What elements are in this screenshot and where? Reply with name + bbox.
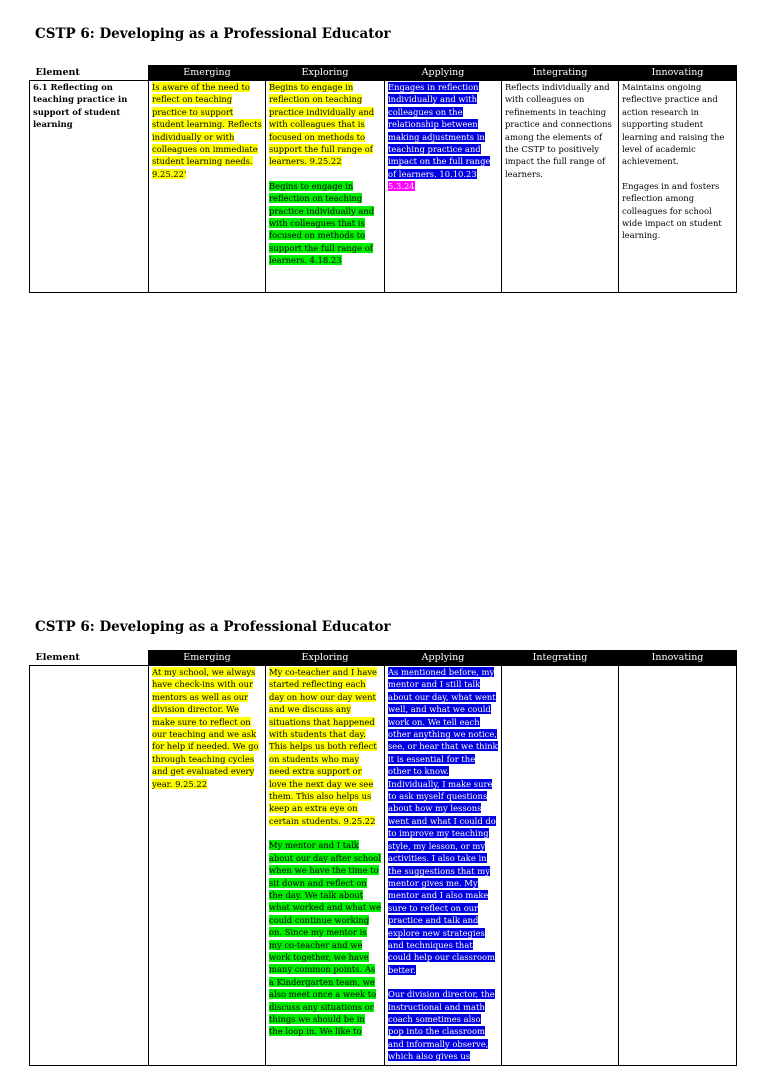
exploring-text-2: My mentor and I talk about our day after school when we have the time to sit down and reflect on the day. We talk about what worked and what we could continue working on. Since my mentor is my co-teacher and we work together, we have many common points. As a Kindergarten team, we also meet once a week to discuss any situations or things we should be in the loop in. We like to: [269, 840, 381, 1037]
innovating-header: Innovating: [619, 651, 737, 666]
exploring-header: Exploring: [266, 66, 385, 81]
element-cell: [30, 666, 149, 1066]
element-header: Element: [35, 66, 80, 78]
innovating-cell: [619, 81, 737, 293]
innovating-text-1: Maintains ongoing reflective practice and action research in supporting student learning and raising the level of academic achievement.: [622, 82, 725, 167]
applying-date: 5.3.24: [388, 181, 415, 192]
innovating-cell: [619, 666, 737, 1066]
innovating-header: Innovating: [619, 66, 737, 81]
emerging-cell: [149, 81, 266, 293]
emerging-cell: [149, 666, 266, 1066]
applying-cell: [385, 666, 502, 1066]
exploring-cell: [266, 81, 385, 293]
header-row: [30, 651, 737, 666]
page-title: CSTP 6: Developing as a Professional Educator: [35, 26, 391, 42]
rubric-table: [29, 650, 737, 1066]
table-row: [30, 666, 737, 1066]
emerging-header: Emerging: [149, 651, 266, 666]
integrating-cell: Reflects individually and with colleagues on refinements in teaching practice and connections among the elements of the CSTP to positively impact the full range of learners.: [502, 81, 619, 293]
applying-text: Engages in reflection individually and with colleagues on the relationship between making adjustments in teaching practice and impact on the full range of learners. 10.10.23: [388, 82, 491, 179]
header-row: [30, 66, 737, 81]
integrating-header: Integrating: [502, 66, 619, 81]
integrating-cell: [502, 666, 619, 1066]
applying-header: Applying: [385, 66, 502, 81]
emerging-text: Is aware of the need to reflect on teaching practice to support student learning. Reflects individually or with colleagues on immediate student learning needs. 9.25.22': [152, 82, 262, 179]
table-row: [30, 81, 737, 293]
element-header: Element: [35, 651, 80, 663]
applying-text-1: As mentioned before, my mentor and I still talk about our day, what went well, and what we could work on. We tell each other anything we notice, see, or hear that we think it is essential for the other to know. Individually, I make sure to ask myself questions about how my lessons went and what I could do to improve my teaching style, my lesson, or my activities. I also take in the suggestions that my mentor gives me. My mentor and I also make sure to reflect on our practice and talk and explore new strategies and techniques that could help our classroom better.: [388, 667, 498, 975]
emerging-header: Emerging: [149, 66, 266, 81]
exploring-text-2: Begins to engage in reflection on teaching practice individually and with colleagues that is focused on methods to support the full range of learners. 4.18.23: [269, 180, 375, 266]
integrating-header: Integrating: [502, 651, 619, 666]
exploring-text-1: Begins to engage in reflection on teaching practice individually and with colleagues that is focused on methods to support the full range of learners. 9.25.22: [269, 82, 375, 167]
applying-header: Applying: [385, 651, 502, 666]
page-title: CSTP 6: Developing as a Professional Educator: [35, 619, 391, 635]
exploring-text-1: My co-teacher and I have started reflecting each day on how our day went and we discuss any situations that happened with students that day. This helps us both reflect on students who may need extra support or love the next day we see them. This also helps us keep an extra eye on certain students. 9.25.22: [269, 667, 378, 826]
rubric-table: [29, 65, 737, 293]
exploring-header: Exploring: [266, 651, 385, 666]
applying-text-2: Our division director, the instructional and math coach sometimes also pop into the classroom and informally observe, which also gives us: [388, 989, 495, 1062]
innovating-text-2: Engages in and fosters reflection among colleagues for school wide impact on student learning.: [622, 180, 722, 241]
exploring-cell: [266, 666, 385, 1066]
applying-cell: [385, 81, 502, 293]
element-label: 6.1 Reflecting on teaching practice in support of student learning: [30, 81, 149, 293]
emerging-text: At my school, we always have check-ins with our mentors as well as our division director. We make sure to reflect on our teaching and we ask for help if needed. We go through teaching cycles and get evaluated every year. 9.25.22: [152, 667, 259, 789]
